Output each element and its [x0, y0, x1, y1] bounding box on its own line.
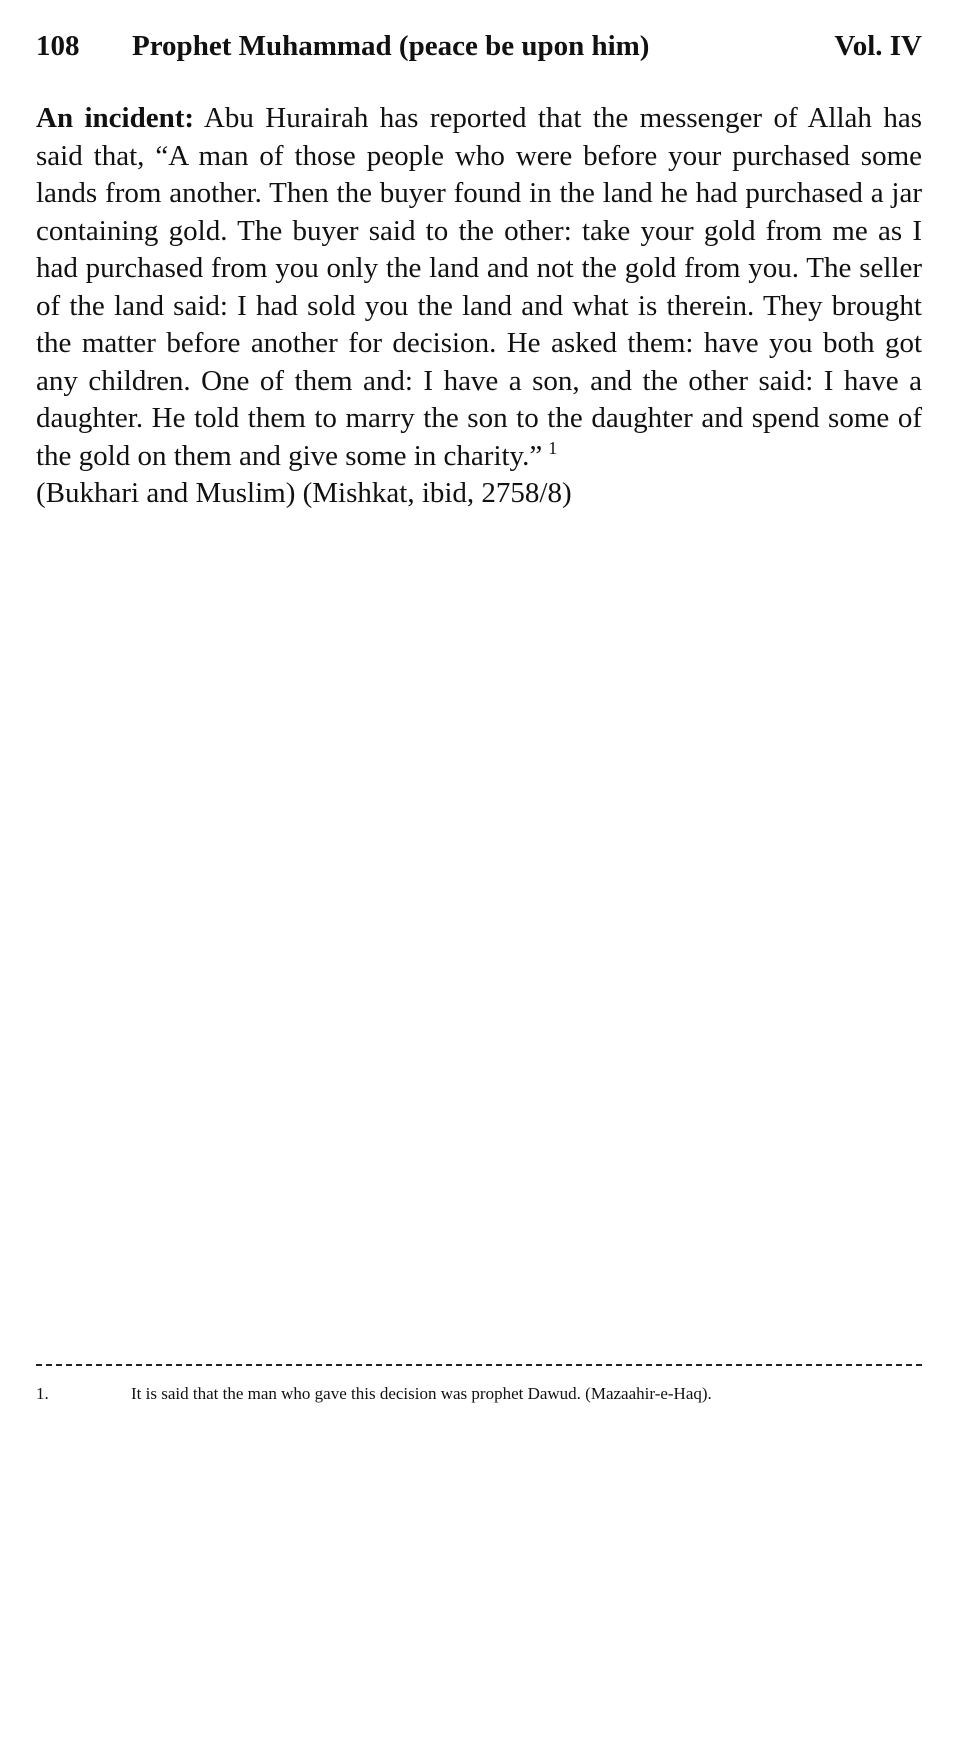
body-paragraph — [36, 100, 922, 513]
paragraph-text: Abu Hurairah has reported that the messenger of Allah has said that, “A man of those people who were before your purchased some lands from another. Then the buyer found in the land he had purchased a jar containing gold. The buyer said to the other: take your gold from me as I had purchased from you only the land and not the gold from you. The seller of the land said: I had sold you the land and what is therein. They brought the matter before another for decision. He asked them: have you both got any children. One of them and: I have a son, and the other said: I have a daughter. He told them to marry the son to the daughter and spend some of the gold on them and give some in charity.” — [36, 102, 922, 472]
footnote-divider — [36, 1364, 922, 1366]
footnote-text: It is said that the man who gave this decision was prophet Dawud. (Mazaahir-e-Haq). — [131, 1384, 712, 1403]
page-number: 108 — [36, 30, 80, 62]
footnote-number: 1. — [36, 1384, 49, 1403]
volume-label: Vol. IV — [834, 30, 922, 62]
book-title: Prophet Muhammad (peace be upon him) — [132, 30, 650, 62]
document-page — [36, 0, 922, 1759]
paragraph-lead: An incident: — [36, 102, 195, 134]
footnote-reference: 1 — [548, 437, 558, 458]
citation: (Bukhari and Muslim) (Mishkat, ibid, 2758/8) — [36, 477, 572, 509]
running-head — [36, 26, 922, 66]
